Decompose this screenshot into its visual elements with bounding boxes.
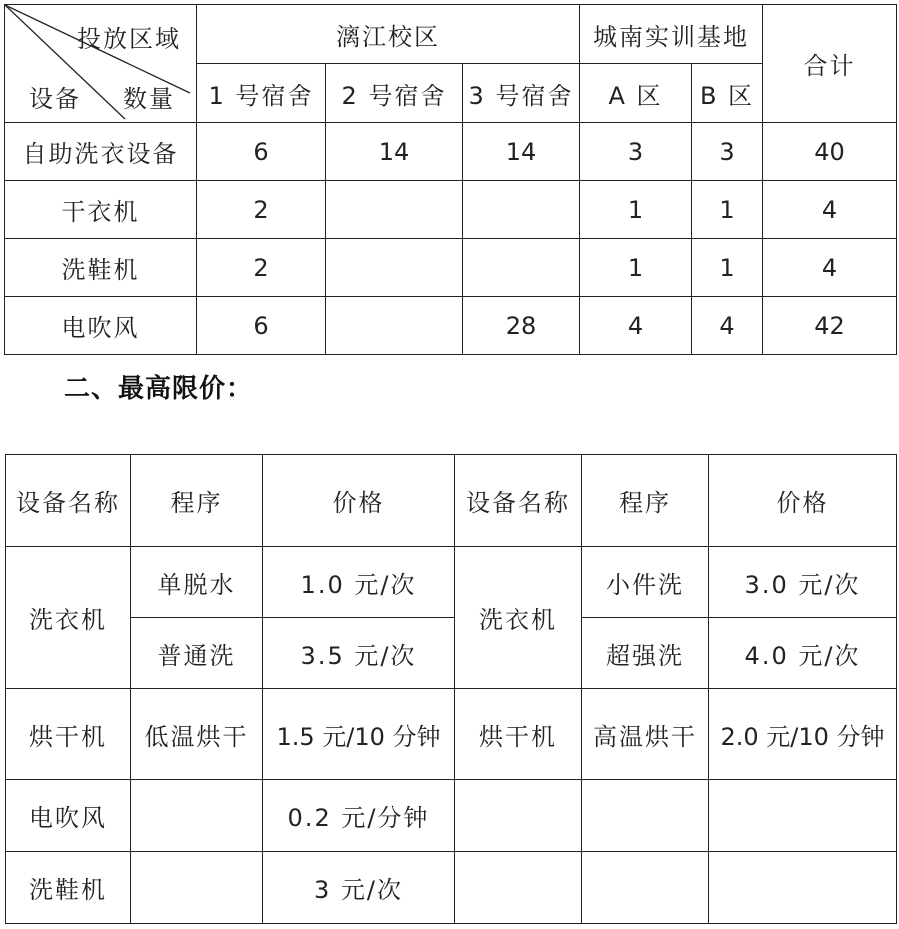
program: 小件洗: [582, 547, 709, 618]
empty-cell: [709, 852, 897, 924]
cell: 1: [692, 181, 763, 239]
cell: 4: [763, 239, 897, 297]
device-name: 烘干机: [6, 689, 131, 780]
row-name: 电吹风: [5, 297, 197, 355]
cell: [463, 239, 580, 297]
header-device-label: 设备: [29, 85, 81, 113]
empty-cell: [582, 852, 709, 924]
row-name: 干衣机: [5, 181, 197, 239]
section-heading: 二、最高限价：: [64, 374, 254, 404]
cell: [326, 181, 463, 239]
diagonal-header-cell: [5, 5, 197, 123]
campus-chengnan-header: 城南实训基地: [580, 5, 763, 64]
cell: 4: [763, 181, 897, 239]
sub-header-dorm-3: 3 号宿舍: [463, 64, 580, 123]
price: 3 元/次: [263, 852, 455, 924]
row-name: 自助洗衣设备: [5, 123, 197, 181]
header-quantity-label: 数量: [123, 85, 175, 113]
campus-lijiang-header: 漓江校区: [197, 5, 580, 64]
device-name: 洗衣机: [6, 547, 131, 689]
price: 1.5 元/10 分钟: [263, 689, 455, 780]
table-row: [5, 123, 897, 181]
cell: 6: [197, 297, 326, 355]
empty-cell: [709, 780, 897, 852]
table-row: [5, 239, 897, 297]
header-price-2: 价格: [709, 455, 897, 547]
header-device-name: 设备名称: [6, 455, 131, 547]
table-row: [5, 181, 897, 239]
cell: 2: [197, 239, 326, 297]
device-name: 烘干机: [455, 689, 582, 780]
sub-header-zone-a: A 区: [580, 64, 692, 123]
program: 高温烘干: [582, 689, 709, 780]
sub-header-dorm-2: 2 号宿舍: [326, 64, 463, 123]
row-name: 洗鞋机: [5, 239, 197, 297]
program: 单脱水: [131, 547, 263, 618]
cell: 3: [692, 123, 763, 181]
cell: 14: [463, 123, 580, 181]
cell: 3: [580, 123, 692, 181]
program: 超强洗: [582, 618, 709, 689]
program: 低温烘干: [131, 689, 263, 780]
header-program-2: 程序: [582, 455, 709, 547]
price: 0.2 元/分钟: [263, 780, 455, 852]
sub-header-zone-b: B 区: [692, 64, 763, 123]
empty-cell: [131, 780, 263, 852]
cell: 42: [763, 297, 897, 355]
header-price: 价格: [263, 455, 455, 547]
price: 2.0 元/10 分钟: [709, 689, 897, 780]
price: 4.0 元/次: [709, 618, 897, 689]
header-device-name-2: 设备名称: [455, 455, 582, 547]
header-region-label: 投放区域: [77, 25, 181, 53]
empty-cell: [455, 852, 582, 924]
cell: 4: [692, 297, 763, 355]
cell: 14: [326, 123, 463, 181]
sub-header-dorm-1: 1 号宿舍: [197, 64, 326, 123]
price: 3.0 元/次: [709, 547, 897, 618]
cell: 1: [692, 239, 763, 297]
cell: 40: [763, 123, 897, 181]
empty-cell: [455, 780, 582, 852]
empty-cell: [582, 780, 709, 852]
cell: 28: [463, 297, 580, 355]
cell: [326, 239, 463, 297]
cell: 1: [580, 181, 692, 239]
price: 1.0 元/次: [263, 547, 455, 618]
device-name: 电吹风: [6, 780, 131, 852]
price-limit-table: [5, 454, 897, 924]
table-row: [5, 297, 897, 355]
cell: 4: [580, 297, 692, 355]
cell: [463, 181, 580, 239]
cell: 2: [197, 181, 326, 239]
cell: 6: [197, 123, 326, 181]
price: 3.5 元/次: [263, 618, 455, 689]
header-program: 程序: [131, 455, 263, 547]
cell: [326, 297, 463, 355]
total-header: 合计: [763, 5, 897, 123]
empty-cell: [131, 852, 263, 924]
cell: 1: [580, 239, 692, 297]
program: 普通洗: [131, 618, 263, 689]
equipment-distribution-table: [4, 4, 897, 355]
device-name: 洗衣机: [455, 547, 582, 689]
device-name: 洗鞋机: [6, 852, 131, 924]
